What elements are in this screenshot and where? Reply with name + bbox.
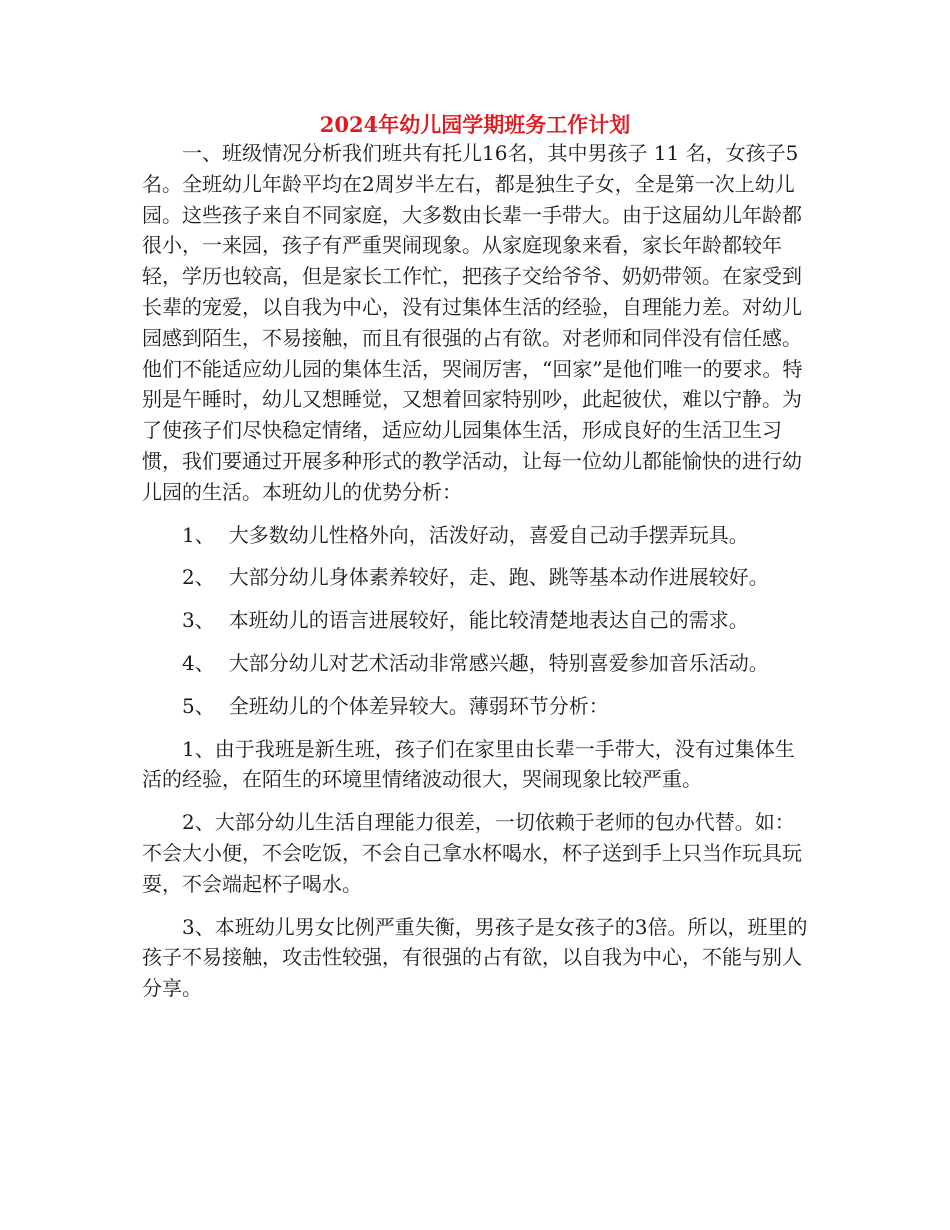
weakness-paragraph: 3、本班幼儿男女比例严重失衡，男孩子是女孩子的3倍。所以，班里的孩子不易接触，攻击性较强，有很强的占有欲，以自我为中心，不能与别人分享。: [142, 914, 808, 1001]
strength-text: 全班幼儿的个体差异较大。薄弱环节分析：: [228, 693, 609, 718]
strength-item: [142, 648, 812, 679]
strength-number: 2、: [182, 565, 215, 590]
strength-number: 3、: [182, 608, 215, 633]
strength-number: 5、: [182, 693, 215, 718]
strength-item: [142, 562, 812, 593]
strength-item: [142, 605, 812, 636]
strength-number: 4、: [182, 650, 215, 675]
strength-item: [142, 691, 812, 722]
strength-text: 大部分幼儿身体素养较好，走、跑、跳等基本动作进展较好。: [228, 565, 769, 590]
strength-text: 大部分幼儿对艺术活动非常感兴趣，特别喜爱参加音乐活动。: [228, 650, 769, 675]
weakness-paragraph: 1、由于我班是新生班，孩子们在家里由长辈一手带大，没有过集体生活的经验，在陌生的环境里情绪波动很大，哭闹现象比较严重。: [142, 736, 795, 792]
intro-paragraph: 一、班级情况分析我们班共有托儿16名，其中男孩子 11 名，女孩子5名。全班幼儿年龄平均在2周岁半左右，都是独生子女，全是第一次上幼儿园。这些孩子来自不同家庭，大多数由长辈一手带大。由于这届幼儿年龄都很小，一来园，孩子有严重哭闹现象。从家庭现象来看，家长年龄都较年轻，学历也较高，但是家长工作忙，把孩子交给爷爷、奶奶带领。在家受到长辈的宠爱，以自我为中心，没有过集体生活的经验，自理能力差。对幼儿园感到陌生，不易接触，而且有很强的占有欲。对老师和同伴没有信任感。他们不能适应幼儿园的集体生活，哭闹厉害，“回家”是他们唯一的要求。特别是午睡时，幼儿又想睡觉，又想着回家特别吵，此起彼伏，难以宁静。为了使孩子们尽快稳定情绪，适应幼儿园集体生活，形成良好的生活卫生习惯，我们要通过开展多种形式的教学活动，让每一位幼儿都能愉快的进行幼儿园的生活。本班幼儿的优势分析：: [142, 141, 803, 504]
document-title: 2024年幼儿园学期班务工作计划: [319, 112, 631, 137]
strength-item: [142, 520, 812, 551]
strength-text: 大多数幼儿性格外向，活泼好动，喜爱自己动手摆弄玩具。: [228, 522, 749, 547]
strength-number: 1、: [182, 522, 215, 547]
strength-text: 本班幼儿的语言进展较好，能比较清楚地表达自己的需求。: [228, 608, 749, 633]
document-body: [142, 138, 812, 1004]
weakness-paragraph: 2、大部分幼儿生活自理能力很差，一切依赖于老师的包办代替。如：不会大小便，不会吃饭，不会自己拿水杯喝水，杯子送到手上只当作玩具玩耍，不会端起杯子喝水。: [142, 810, 802, 896]
